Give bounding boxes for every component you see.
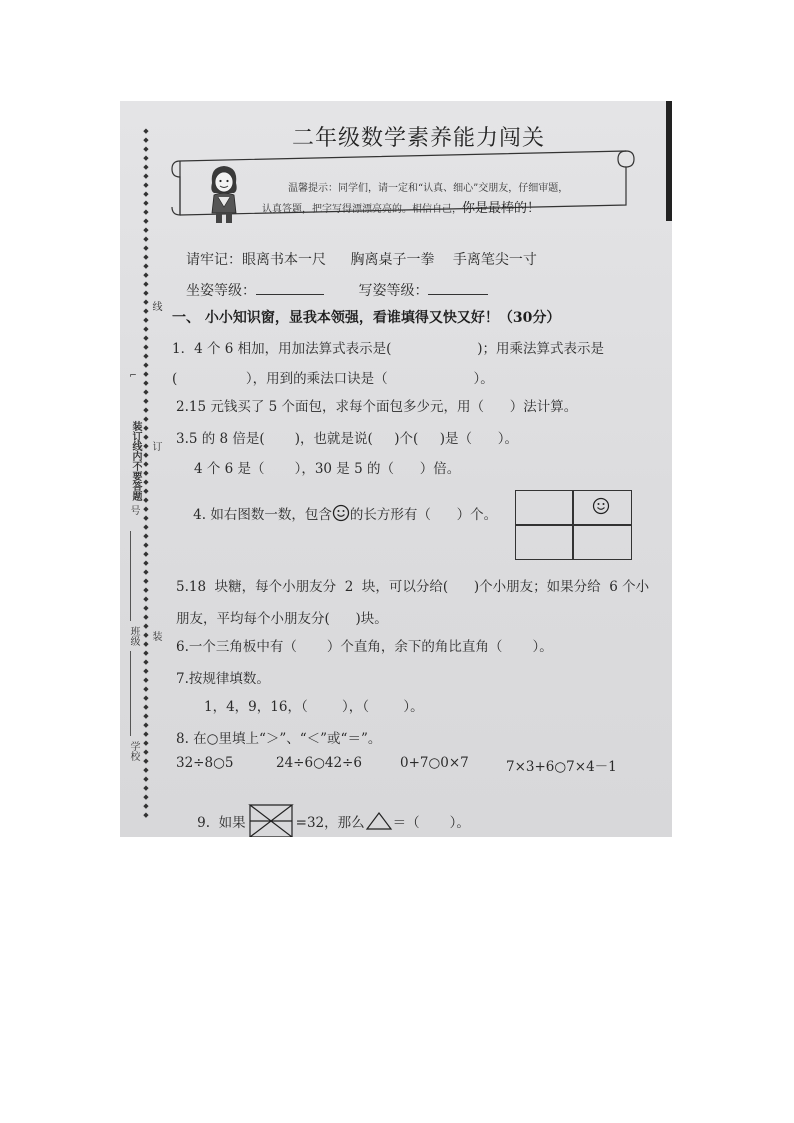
diamond-mark: ◆ xyxy=(143,784,149,792)
margin-school-label: 学校 xyxy=(128,741,139,761)
sit-posture-label: 坐姿等级： xyxy=(186,283,256,299)
diamond-mark: ◆ xyxy=(143,703,149,711)
question-8-item-1: 32÷8○5 xyxy=(176,755,234,771)
diamond-mark: ◆ xyxy=(143,649,149,657)
remember-row xyxy=(186,249,537,269)
tip-line-1: 温馨提示：同学们，请一定和“认真、细心”交朋友，仔细审题， xyxy=(288,183,569,194)
binding-diamond-border xyxy=(142,127,150,827)
question-3-line-a: 3.5 的 8 倍是( )，也就是说( )个( )是（ ）。 xyxy=(176,431,518,447)
diamond-mark: ◆ xyxy=(143,307,149,315)
question-1-line-a: 1．4 个 6 相加，用加法算式表示是( )；用乘法算式表示是 xyxy=(172,341,604,357)
diamond-mark: ◆ xyxy=(143,712,149,720)
diamond-mark: ◆ xyxy=(143,172,149,180)
diamond-mark: ◆ xyxy=(143,298,149,306)
question-6: 6.一个三角板中有（ ）个直角，余下的角比直角（ ）。 xyxy=(176,639,553,655)
diamond-mark: ◆ xyxy=(143,280,149,288)
diamond-mark: ◆ xyxy=(143,127,149,135)
diamond-mark: ◆ xyxy=(143,487,149,495)
question-5-line-a: 5.18 块糖，每个小朋友分 2 块，可以分给( )个小朋友；如果分给 6 个小 xyxy=(176,579,650,595)
diamond-mark: ◆ xyxy=(143,757,149,765)
diamond-mark: ◆ xyxy=(143,559,149,567)
diamond-mark: ◆ xyxy=(143,370,149,378)
margin-number-label: 号 xyxy=(128,505,139,515)
diamond-mark: ◆ xyxy=(143,217,149,225)
diamond-mark: ◆ xyxy=(143,694,149,702)
girl-illustration-icon xyxy=(204,163,244,225)
photo-edge-shadow xyxy=(666,101,672,221)
diamond-mark: ◆ xyxy=(143,199,149,207)
diamond-mark: ◆ xyxy=(143,586,149,594)
diamond-mark: ◆ xyxy=(143,721,149,729)
diamond-mark: ◆ xyxy=(143,433,149,441)
tip-line-2-text: 认真答题，把字写得漂漂亮亮的。相信自己， xyxy=(262,204,462,215)
diamond-mark: ◆ xyxy=(143,478,149,486)
margin-number-line xyxy=(130,531,131,621)
diamond-mark: ◆ xyxy=(143,145,149,153)
grid-horizontal-divider xyxy=(516,524,631,526)
diamond-mark: ◆ xyxy=(143,730,149,738)
diamond-mark: ◆ xyxy=(143,190,149,198)
triangle-icon xyxy=(365,811,393,831)
diamond-mark: ◆ xyxy=(143,658,149,666)
diamond-mark: ◆ xyxy=(143,469,149,477)
diamond-mark: ◆ xyxy=(143,550,149,558)
diamond-mark: ◆ xyxy=(143,424,149,432)
margin-zhuang-label: 装 xyxy=(150,631,161,641)
diamond-mark: ◆ xyxy=(143,541,149,549)
diamond-mark: ◆ xyxy=(143,388,149,396)
diamond-mark: ◆ xyxy=(143,685,149,693)
diamond-mark: ◆ xyxy=(143,811,149,819)
grid-smiley-icon xyxy=(592,497,610,515)
diamond-mark: ◆ xyxy=(143,775,149,783)
remember-item-1: 眼离书本一尺 xyxy=(242,252,326,268)
diamond-mark: ◆ xyxy=(143,226,149,234)
diamond-mark: ◆ xyxy=(143,604,149,612)
diamond-mark: ◆ xyxy=(143,289,149,297)
diamond-mark: ◆ xyxy=(143,577,149,585)
remember-item-3: 手离笔尖一寸 xyxy=(452,252,537,268)
diamond-mark: ◆ xyxy=(143,352,149,360)
posture-row xyxy=(186,280,488,300)
scanned-exam-photo xyxy=(120,101,672,837)
diamond-mark: ◆ xyxy=(143,325,149,333)
diamond-mark: ◆ xyxy=(143,181,149,189)
tip-emphasis: 你是最棒的！ xyxy=(462,201,541,216)
diamond-mark: ◆ xyxy=(143,793,149,801)
margin-tick: ⌐ xyxy=(128,371,138,381)
diamond-mark: ◆ xyxy=(143,676,149,684)
diamond-mark: ◆ xyxy=(143,163,149,171)
diamond-mark: ◆ xyxy=(143,406,149,414)
margin-ding-label: 订 xyxy=(150,441,161,451)
question-8: 8. 在○里填上“＞”、“＜”或“＝”。 xyxy=(176,731,382,747)
question-3-line-b: 4 个 6 是（ ），30 是 5 的（ ）倍。 xyxy=(194,461,461,477)
remember-label: 请牢记： xyxy=(186,252,242,268)
diamond-mark: ◆ xyxy=(143,253,149,261)
question-7-sequence: 1，4，9，16，（ ），（ ）。 xyxy=(204,699,424,715)
diamond-mark: ◆ xyxy=(143,460,149,468)
diamond-mark: ◆ xyxy=(143,613,149,621)
margin-no-answer-notice: 装订线内不要答题 xyxy=(130,421,141,501)
diamond-mark: ◆ xyxy=(143,802,149,810)
question-7: 7.按规律填数。 xyxy=(176,671,270,687)
margin-class-line xyxy=(130,651,131,736)
diamond-mark: ◆ xyxy=(143,235,149,243)
diamond-mark: ◆ xyxy=(143,361,149,369)
diamond-mark: ◆ xyxy=(143,379,149,387)
question-9-prefix: 9. 如果 xyxy=(197,815,246,831)
diamond-mark: ◆ xyxy=(143,334,149,342)
diamond-mark: ◆ xyxy=(143,595,149,603)
section-1-heading: 一、 小小知识窗，显我本领强，看谁填得又快又好！（30分） xyxy=(172,310,561,326)
hourglass-figure-icon xyxy=(246,803,296,837)
diamond-mark: ◆ xyxy=(143,316,149,324)
question-1-line-b: ( ），用到的乘法口诀是（ ）。 xyxy=(172,371,494,387)
diamond-mark: ◆ xyxy=(143,532,149,540)
question-2: 2.15 元钱买了 5 个面包，求每个面包多少元，用（ ）法计算。 xyxy=(176,399,578,415)
diamond-mark: ◆ xyxy=(143,208,149,216)
diamond-mark: ◆ xyxy=(143,622,149,630)
diamond-mark: ◆ xyxy=(143,262,149,270)
diamond-mark: ◆ xyxy=(143,154,149,162)
diamond-mark: ◆ xyxy=(143,244,149,252)
tip-line-2 xyxy=(262,197,540,216)
question-4 xyxy=(176,487,497,539)
diamond-mark: ◆ xyxy=(143,397,149,405)
diamond-mark: ◆ xyxy=(143,442,149,450)
diamond-mark: ◆ xyxy=(143,739,149,747)
write-posture-label: 写姿等级： xyxy=(358,283,429,299)
diamond-mark: ◆ xyxy=(143,271,149,279)
write-posture-blank[interactable] xyxy=(428,282,488,295)
question-9-suffix: ＝（ ）。 xyxy=(392,815,470,831)
question-4-suffix: 的长方形有（ ）个。 xyxy=(349,507,498,523)
diamond-mark: ◆ xyxy=(143,568,149,576)
margin-class-label: 班级 xyxy=(128,626,139,646)
diamond-mark: ◆ xyxy=(143,343,149,351)
remember-item-2: 胸离桌子一拳 xyxy=(350,252,435,268)
diamond-mark: ◆ xyxy=(143,451,149,459)
sit-posture-blank[interactable] xyxy=(256,282,324,295)
smiley-icon xyxy=(332,504,350,522)
diamond-mark: ◆ xyxy=(143,415,149,423)
diamond-mark: ◆ xyxy=(143,631,149,639)
diamond-mark: ◆ xyxy=(143,136,149,144)
question-9 xyxy=(180,787,470,837)
diamond-mark: ◆ xyxy=(143,496,149,504)
diamond-mark: ◆ xyxy=(143,667,149,675)
diamond-mark: ◆ xyxy=(143,640,149,648)
page-title: 二年级数学素养能力闯关 xyxy=(292,126,546,151)
question-8-item-2: 24÷6○42÷6 xyxy=(276,755,362,771)
rectangle-grid-figure xyxy=(515,490,632,560)
diamond-mark: ◆ xyxy=(143,514,149,522)
question-8-item-3: 0+7○0×7 xyxy=(400,755,469,771)
margin-xian-label: 线 xyxy=(150,301,161,311)
question-4-prefix: 4. 如右图数一数，包含 xyxy=(193,507,332,523)
diamond-mark: ◆ xyxy=(143,523,149,531)
question-8-item-4: 7×3+6○7×4－1 xyxy=(506,759,617,775)
diamond-mark: ◆ xyxy=(143,766,149,774)
diamond-mark: ◆ xyxy=(143,505,149,513)
question-5-line-b: 朋友，平均每个小朋友分( )块。 xyxy=(176,611,388,627)
question-9-middle: =32，那么 xyxy=(295,815,365,831)
diamond-mark: ◆ xyxy=(143,748,149,756)
